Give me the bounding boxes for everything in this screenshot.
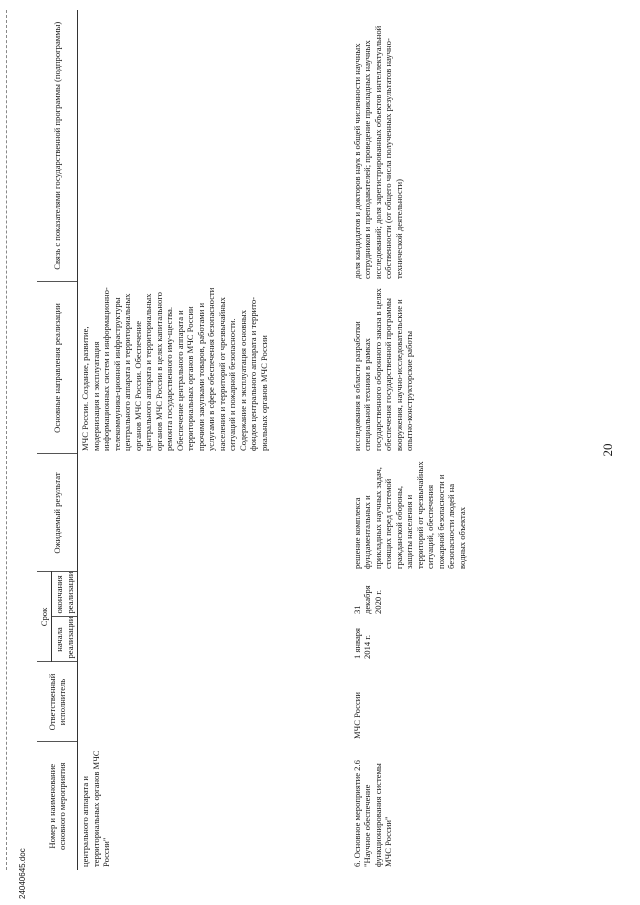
row-event: Основное мероприятие 2.6 "Научное обеспечение функционирования системы МЧС России"	[351, 760, 394, 867]
events-table	[37, 10, 469, 870]
row-end: 31 декабря 2020 г.	[351, 585, 383, 614]
row-event: центрального аппарата и территориальных органов МЧС России"	[80, 750, 112, 867]
header-term-end: окончания реализации	[52, 572, 78, 617]
header-term: Срок	[37, 572, 52, 662]
row-number: 6.	[351, 860, 362, 867]
header-executor: Ответственный исполнитель	[37, 662, 78, 742]
header-directions: Основные направления реализации	[37, 282, 78, 454]
header-term-start: начала реализации	[52, 617, 78, 662]
header-event: Номер и наименование основного мероприятия	[37, 742, 78, 870]
top-divider	[6, 10, 7, 870]
row-link: доля кандидатов и докторов наук в общей численности научных сотрудников и преподавателей; проведение прикладных научных исследований; доля зарегистрированных объектов интеллектуальной собственности (от общего числа полученных результатов научно-технической деятельности)	[351, 25, 404, 279]
row-directions: исследования в области разработки специальной техники в рамках государственного оборонного заказа в целях обеспечения государственной программы вооружения, научно-исследовательские и опытно-конструкторские работы	[351, 288, 415, 451]
row-result: решение комплекса фундаментальных и прикладных научных задач, стоящих перед системой гражданской обороны, защиты населения и территорий от чрезвычайных ситуаций, обеспечения пожарной безопасности и безопасности людей на водных объектах	[351, 461, 467, 569]
row-executor	[78, 662, 350, 742]
table-row	[78, 10, 350, 870]
row-directions: МЧС России. Создание, развитие, модернизация и эксплуатация информационных систем и информационно-телекоммуника-ционной инфраструктуры центрального аппарата и территориальных органов МЧС России. Обеспечение центрального аппарата и территориальных органов МЧС России в целях капитального ремонта государственного иму-щества. Обеспечение центрального аппарата и территориальных органов МЧС России прочими закупками товаров, работами и услугами в сфере обеспечения безопасности населения и территорий от чрезвычайных ситуаций и пожарной безопасности. Содержание и эксплуатация основных фондов центрального аппарата и террито-риальных органов МЧС России	[80, 287, 269, 451]
row-start	[78, 617, 350, 662]
header-link: Связь с показателями государственной программы (подпрограммы)	[37, 10, 78, 282]
row-event-cell	[78, 742, 350, 870]
page-number: 20	[600, 443, 615, 457]
row-start: 1 января 2014 г.	[351, 627, 373, 659]
row-link	[78, 10, 350, 282]
header-result: Ожидаемый результат	[37, 454, 78, 572]
row-executor: МЧС России	[351, 691, 362, 739]
footer-filename: 24040645.doc	[18, 848, 27, 899]
row-result	[78, 454, 350, 572]
row-end	[78, 572, 350, 617]
row-event-cell	[350, 742, 469, 870]
table-row	[350, 10, 469, 870]
